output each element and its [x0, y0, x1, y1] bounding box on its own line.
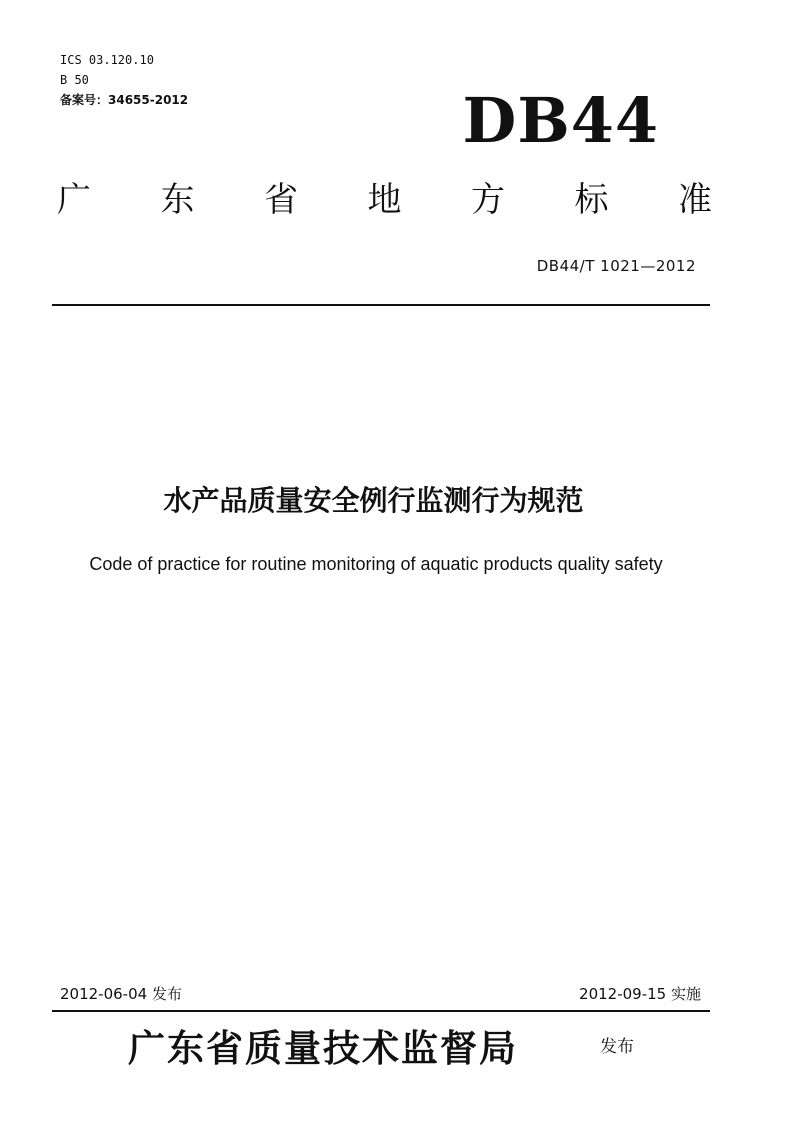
- standard-number: DB44/T 1021—2012: [536, 257, 696, 275]
- title-chinese: 水产品质量安全例行监测行为规范: [163, 484, 584, 517]
- standard-type-char: 广: [57, 180, 91, 220]
- standard-type-char: 标: [574, 180, 609, 220]
- ics-code: ICS 03.120.10: [60, 53, 154, 67]
- standard-type-char: 地: [367, 180, 402, 220]
- top-divider: [52, 304, 710, 306]
- issuing-authority: 广东省质量技术监督局: [128, 1026, 518, 1070]
- standard-type-char: 省: [264, 180, 298, 220]
- issue-label: 发布: [600, 1037, 634, 1057]
- standard-type-char: 东: [160, 180, 195, 220]
- issue-date: 2012-06-04 发布: [60, 985, 182, 1003]
- classification-code: B 50: [60, 73, 89, 87]
- standard-type-char: 方: [471, 180, 505, 220]
- implementation-date: 2012-09-15 实施: [579, 985, 701, 1003]
- standard-type-heading: [57, 180, 712, 220]
- filing-number: 备案号：34655-2012: [60, 93, 189, 107]
- db44-logo: DB44: [462, 84, 659, 157]
- bottom-divider: [52, 1010, 710, 1012]
- title-english: Code of practice for routine monitoring of aquatic products quality safety: [89, 554, 663, 574]
- standard-type-char: 准: [678, 180, 712, 220]
